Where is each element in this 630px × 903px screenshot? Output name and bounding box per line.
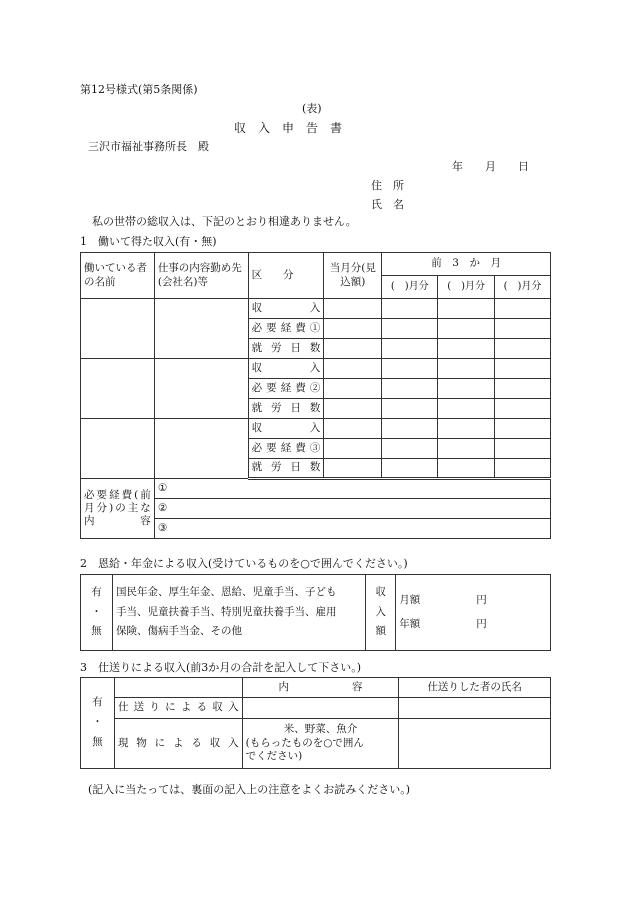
- worker3-name-cell[interactable]: [81, 419, 155, 479]
- addressee: 三沢市福祉事務所長 殿: [88, 140, 209, 153]
- row-income-label: 収 入: [248, 359, 324, 379]
- value-cell[interactable]: [382, 359, 438, 379]
- value-cell[interactable]: [495, 419, 551, 439]
- row-days-label: 就労日数: [248, 399, 324, 419]
- value-cell[interactable]: [495, 439, 551, 459]
- name-label: 氏 名: [371, 198, 404, 211]
- row-expense-label: 必要経費①: [248, 319, 324, 339]
- value-cell[interactable]: [324, 399, 382, 419]
- expense-detail-2[interactable]: ②: [154, 499, 550, 519]
- value-cell[interactable]: [495, 359, 551, 379]
- value-cell[interactable]: [382, 439, 438, 459]
- value-cell[interactable]: [382, 299, 438, 319]
- expense-detail-3[interactable]: ③: [154, 519, 550, 539]
- goods-instruction-2: でください): [245, 750, 303, 763]
- value-cell[interactable]: [324, 319, 382, 339]
- worker3-job-cell[interactable]: [154, 419, 248, 479]
- remittance-yes-no[interactable]: [81, 678, 115, 769]
- no-option[interactable]: 無: [91, 625, 102, 638]
- separator-dot: ・: [91, 605, 102, 618]
- row-days-label: 就労日数: [248, 339, 324, 359]
- value-cell[interactable]: [438, 359, 495, 379]
- col-sender: 仕送りした者の氏名: [399, 678, 551, 698]
- section1-title: 1 働いて得た収入(有・無): [80, 235, 217, 248]
- income-amount-cell[interactable]: [396, 575, 551, 651]
- no-option[interactable]: 無: [92, 735, 103, 748]
- pension-yes-no[interactable]: [81, 575, 113, 651]
- yes-option[interactable]: 有: [92, 696, 103, 709]
- value-cell[interactable]: [382, 339, 438, 359]
- worker2-name-cell[interactable]: [81, 359, 155, 419]
- pension-types-line1: 国民年金、厚生年金、恩給、児童手当、子ども: [115, 585, 337, 598]
- col-job: 仕事の内容勤め先(会社名)等: [154, 253, 248, 299]
- value-cell[interactable]: [382, 319, 438, 339]
- worker2-job-cell[interactable]: [154, 359, 248, 419]
- value-cell[interactable]: [438, 319, 495, 339]
- value-cell[interactable]: [438, 439, 495, 459]
- row-expense-label: 必要経費②: [248, 379, 324, 399]
- value-cell[interactable]: [324, 419, 382, 439]
- value-cell[interactable]: [324, 439, 382, 459]
- pension-table: [80, 574, 551, 651]
- section2-title: 2 恩給・年金による収入(受けているものを○で囲んでください。): [80, 557, 408, 570]
- goods-items[interactable]: 米、野菜、魚介: [283, 723, 358, 736]
- monthly-label: 月額: [399, 594, 421, 607]
- income-char: 額: [375, 625, 386, 638]
- row-days-label: 就労日数: [248, 459, 324, 479]
- remittance-table: [80, 677, 551, 769]
- goods-content-cell[interactable]: [242, 719, 399, 769]
- value-cell[interactable]: [438, 419, 495, 439]
- page-title: 収 入 申 告 書: [234, 121, 343, 135]
- pension-types-line3: 保険、傷病手当金、その他: [115, 625, 242, 638]
- col-current-month: 当月分(見込額): [324, 253, 382, 299]
- work-income-table: [80, 252, 551, 539]
- yen-unit: 円: [476, 594, 487, 607]
- remittance-sender-cell[interactable]: [399, 698, 551, 719]
- goods-sender-cell[interactable]: [399, 719, 551, 769]
- value-cell[interactable]: [495, 299, 551, 319]
- section3-title: 3 仕送りによる収入(前3か月の合計を記入して下さい。): [80, 661, 362, 674]
- value-cell[interactable]: [438, 399, 495, 419]
- value-cell[interactable]: [495, 379, 551, 399]
- col-content: 内 容: [242, 678, 399, 698]
- col-kubun: 区 分: [248, 253, 324, 299]
- pension-type-list[interactable]: [112, 575, 365, 651]
- income-char: 収: [375, 585, 386, 598]
- row-expense-label: 必要経費③: [248, 439, 324, 459]
- goods-instruction-1: (もらったものを○で囲ん: [245, 736, 364, 749]
- separator-dot: ・: [92, 716, 103, 729]
- value-cell[interactable]: [382, 419, 438, 439]
- yes-option[interactable]: 有: [91, 585, 102, 598]
- income-amount-label: [366, 575, 396, 651]
- value-cell[interactable]: [438, 339, 495, 359]
- yearly-label: 年額: [399, 617, 421, 630]
- row-income-label: 収 入: [248, 419, 324, 439]
- remittance-content-cell[interactable]: [242, 698, 399, 719]
- row-income-label: 収 入: [248, 299, 324, 319]
- declaration-text: 私の世帯の総収入は、下記のとおり相違ありません。: [92, 215, 357, 228]
- value-cell[interactable]: [324, 299, 382, 319]
- value-cell[interactable]: [382, 379, 438, 399]
- value-cell[interactable]: [495, 459, 551, 479]
- pension-types-line2: 手当、児童扶養手当、特別児童扶養手当、雇用: [115, 605, 337, 618]
- value-cell[interactable]: [324, 359, 382, 379]
- expense-detail-1[interactable]: ①: [154, 479, 550, 499]
- value-cell[interactable]: [495, 339, 551, 359]
- value-cell[interactable]: [324, 339, 382, 359]
- expense-detail-label: 必要経費(前月分)の主な内容: [81, 479, 155, 539]
- row-remittance: 仕送りによる収入: [114, 698, 242, 719]
- income-char: 入: [375, 605, 386, 618]
- date-field[interactable]: 年 月 日: [452, 160, 529, 173]
- value-cell[interactable]: [382, 399, 438, 419]
- side-label: (表): [302, 102, 322, 115]
- worker1-job-cell[interactable]: [154, 299, 248, 359]
- value-cell[interactable]: [438, 459, 495, 479]
- footer-note: (記入に当たっては、裏面の記入上の注意をよくお読みください。): [88, 783, 411, 796]
- yen-unit: 円: [476, 617, 487, 630]
- address-label: 住 所: [371, 179, 404, 192]
- month-col-2: ( )月分: [438, 276, 495, 299]
- col-prev-three-months: 前 3 か 月: [382, 253, 551, 276]
- form-number: 第12号様式(第5条関係): [80, 83, 198, 96]
- value-cell[interactable]: [382, 459, 438, 479]
- value-cell[interactable]: [324, 379, 382, 399]
- worker1-name-cell[interactable]: [81, 299, 155, 359]
- value-cell[interactable]: [438, 299, 495, 319]
- value-cell[interactable]: [438, 379, 495, 399]
- value-cell[interactable]: [324, 459, 382, 479]
- row-goods: 現物による収入: [114, 719, 242, 769]
- blank-header: [114, 678, 242, 698]
- value-cell[interactable]: [495, 399, 551, 419]
- value-cell[interactable]: [495, 319, 551, 339]
- month-col-1: ( )月分: [382, 276, 438, 299]
- month-col-3: ( )月分: [495, 276, 551, 299]
- col-worker-name: 働いている者の名前: [81, 253, 155, 299]
